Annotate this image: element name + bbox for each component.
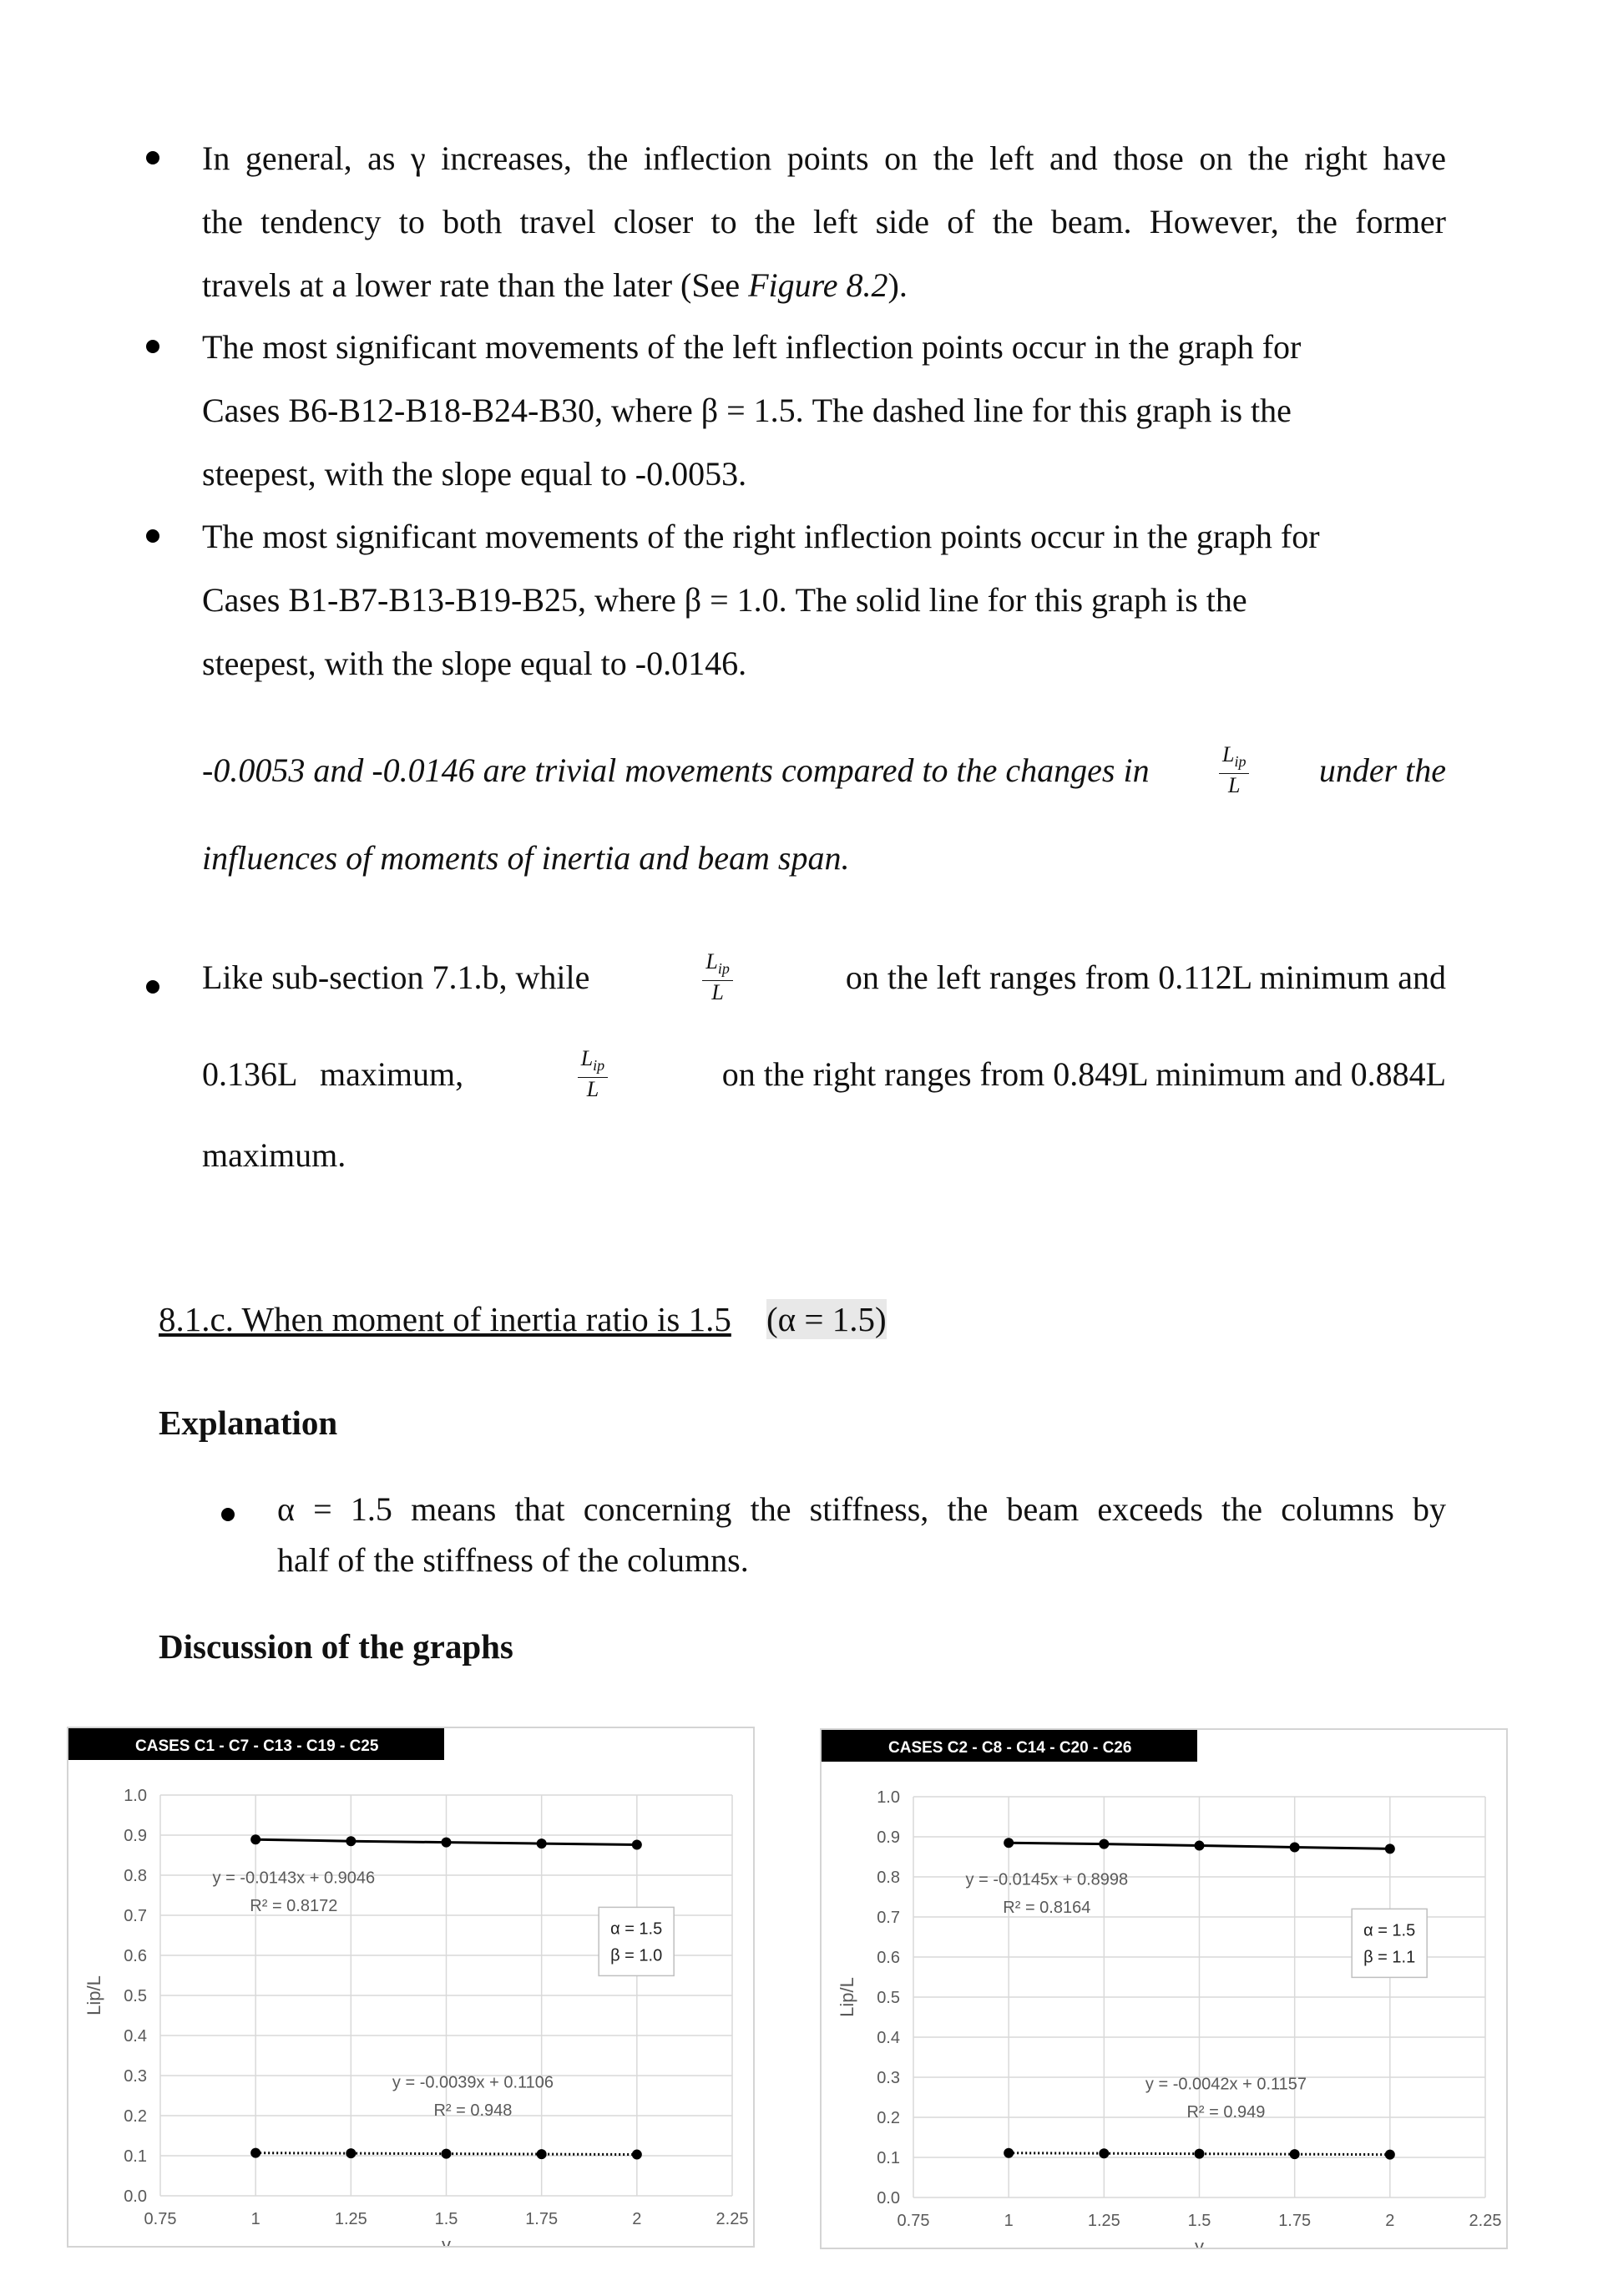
y-tick-label: 0.1 [124, 2147, 147, 2166]
parameter-alpha: α = 1.5 [610, 1919, 663, 1939]
fraction-subscript: ip [717, 960, 730, 978]
y-tick-label: 0.2 [877, 2109, 900, 2127]
text-line: the tendency to both travel closer to the left side of the beam. However, the former [202, 203, 1446, 240]
y-tick-label: 0.9 [124, 1827, 147, 1845]
bullet-paragraph-right-points [202, 505, 1446, 695]
x-tick-label: 1.5 [1187, 2212, 1211, 2230]
data-point [346, 1836, 356, 1846]
fraction-numerator: L [1221, 742, 1235, 766]
data-point [1004, 1838, 1014, 1848]
subsection-alpha: (α = 1.5) [766, 1300, 887, 1338]
fraction-numerator: L [705, 949, 718, 974]
text-line: under the [1318, 751, 1446, 790]
x-tick-label: 2 [632, 2210, 642, 2228]
data-point [1290, 1842, 1300, 1852]
x-tick-label: 1.5 [434, 2210, 458, 2228]
y-tick-label: 0.7 [877, 1909, 900, 1927]
parameter-box [1352, 1909, 1427, 1977]
bullet-dot [221, 1508, 235, 1521]
chart-title: CASES C2 - C8 - C14 - C20 - C26 [888, 1739, 1132, 1757]
text-line: ). [887, 266, 908, 304]
x-tick-label: 1.75 [1278, 2212, 1312, 2230]
data-point [442, 2149, 452, 2159]
data-point [537, 2149, 547, 2159]
text-line: -0.0053 and -0.0146 are trivial movements compared to the changes in [202, 751, 1150, 790]
y-tick-label: 0.8 [877, 1869, 900, 1887]
text-line: The most significant movements of the right inflection points occur in the graph for [202, 518, 1320, 555]
data-point [250, 2148, 260, 2158]
y-tick-label: 0.0 [877, 2189, 900, 2207]
text-line: In general, as γ increases, the inflection points on the left and those on the right have [202, 139, 1446, 177]
data-point [1290, 2149, 1300, 2159]
y-tick-label: 0.8 [124, 1867, 147, 1885]
bullet-dot [146, 151, 159, 164]
y-tick-label: 0.7 [124, 1907, 147, 1925]
trendline-r-squared: R² = 0.949 [1186, 2103, 1266, 2122]
italic-note-line2: influences of moments of inertia and beam span. [202, 839, 850, 877]
x-tick-label: 1 [1004, 2212, 1014, 2230]
chart-left [68, 1728, 753, 2246]
fraction-lip-over-l [1219, 743, 1249, 797]
fraction-denominator: L [711, 980, 724, 1005]
data-point [1099, 2148, 1109, 2158]
fraction-denominator: L [586, 1077, 599, 1102]
data-point [1099, 1839, 1109, 1849]
x-tick-label: 1.75 [525, 2210, 559, 2228]
y-tick-label: 0.4 [877, 2029, 900, 2047]
chart-right [822, 1730, 1506, 2248]
text-line: steepest, with the slope equal to -0.0146. [202, 645, 747, 682]
bullet-dot [146, 340, 159, 353]
y-tick-label: 0.3 [124, 2067, 147, 2086]
text-line: Cases B1-B7-B13-B19-B25, where β = 1.0. The solid line for this graph is the [202, 581, 1247, 619]
data-point [1195, 1841, 1205, 1851]
y-tick-label: 0.6 [877, 1949, 900, 1967]
text-line: steepest, with the slope equal to -0.0053. [202, 455, 747, 493]
trendline-equation: y = -0.0145x + 0.8998 [965, 1870, 1129, 1889]
fraction-subscript: ip [593, 1057, 605, 1075]
trendline-r-squared: R² = 0.8164 [1003, 1899, 1091, 1918]
chart-title: CASES C1 - C7 - C13 - C19 - C25 [135, 1737, 379, 1755]
y-tick-label: 0.6 [124, 1947, 147, 1965]
discussion-heading: Discussion of the graphs [159, 1627, 513, 1666]
parameter-beta: β = 1.0 [610, 1946, 663, 1965]
trendline-r-squared: R² = 0.948 [433, 2101, 513, 2120]
text-line: 0.136L maximum, [202, 1055, 464, 1094]
italic-note [202, 743, 1446, 797]
y-axis-label: Lip/L [837, 1977, 857, 2017]
data-point [632, 2150, 642, 2160]
x-tick-label: 2.25 [1469, 2212, 1502, 2230]
fraction-lip-over-l [702, 950, 732, 1004]
data-point [442, 1838, 452, 1848]
x-axis-label: γ [442, 2234, 451, 2246]
explanation-line-1: α = 1.5 means that concerning the stiffness, the beam exceeds the columns by [277, 1490, 1446, 1528]
figure-reference: Figure 8.2 [748, 266, 888, 304]
x-tick-label: 0.75 [144, 2210, 177, 2228]
y-tick-label: 0.5 [124, 1987, 147, 2005]
bullet-paragraph-left-points [202, 316, 1446, 506]
data-point [1004, 2148, 1014, 2158]
parameter-alpha: α = 1.5 [1363, 1921, 1416, 1940]
trendline-equation: y = -0.0042x + 0.1157 [1145, 2075, 1307, 2094]
y-tick-label: 0.3 [877, 2069, 900, 2087]
x-tick-label: 1 [250, 2210, 260, 2228]
fraction-lip-over-l [578, 1047, 608, 1101]
fraction-subscript: ip [1234, 753, 1246, 771]
x-tick-label: 2 [1385, 2212, 1395, 2230]
x-tick-label: 1.25 [1087, 2212, 1120, 2230]
explanation-line-2: half of the stiffness of the columns. [277, 1541, 749, 1579]
x-tick-label: 2.25 [716, 2210, 749, 2228]
bullet-dot [146, 529, 159, 543]
y-tick-label: 0.2 [124, 2107, 147, 2126]
y-tick-label: 0.4 [124, 2027, 147, 2046]
y-tick-label: 0.5 [877, 1989, 900, 2007]
trendline-r-squared: R² = 0.8172 [250, 1897, 338, 1916]
chart-panel-right [820, 1728, 1508, 2249]
data-point [632, 1840, 642, 1850]
bullet-dot [146, 980, 159, 994]
subsection-title: 8.1.c. When moment of inertia ratio is 1.5 [159, 1300, 731, 1338]
data-point [346, 2148, 356, 2158]
data-point [1385, 2150, 1395, 2160]
x-tick-label: 1.25 [334, 2210, 367, 2228]
y-tick-label: 0.9 [877, 1828, 900, 1847]
fraction-denominator: L [1227, 773, 1241, 798]
x-axis-label: γ [1195, 2236, 1204, 2248]
y-tick-label: 0.0 [124, 2187, 147, 2206]
data-point [1195, 2149, 1205, 2159]
y-tick-label: 1.0 [124, 1787, 147, 1805]
trendline-equation: y = -0.0143x + 0.9046 [212, 1869, 376, 1888]
text-line: on the left ranges from 0.112L minimum and [845, 958, 1446, 997]
bullet-paragraph-gamma [202, 127, 1446, 317]
y-tick-label: 1.0 [877, 1788, 900, 1807]
data-point [537, 1838, 547, 1848]
text-line: Cases B6-B12-B18-B24-B30, where β = 1.5. The dashed line for this graph is the [202, 392, 1292, 429]
text-line: The most significant movements of the left inflection points occur in the graph for [202, 328, 1302, 366]
text-line: on the right ranges from 0.849L minimum and 0.884L [721, 1055, 1446, 1094]
parameter-beta: β = 1.1 [1363, 1948, 1416, 1967]
y-axis-label: Lip/L [83, 1975, 104, 2015]
range-line-1 [202, 950, 1446, 1004]
x-tick-label: 0.75 [897, 2212, 930, 2230]
parameter-box [599, 1907, 674, 1975]
text-line: Like sub-section 7.1.b, while [202, 958, 590, 997]
chart-panel-left [67, 1727, 755, 2248]
range-line-2 [202, 1047, 1446, 1101]
text-line: travels at a lower rate than the later (See [202, 266, 749, 304]
y-tick-label: 0.1 [877, 2149, 900, 2167]
explanation-heading: Explanation [159, 1403, 338, 1442]
fraction-numerator: L [580, 1046, 594, 1070]
range-line-3: maximum. [202, 1136, 346, 1174]
trendline-equation: y = -0.0039x + 0.1106 [392, 2073, 554, 2092]
data-point [1385, 1843, 1395, 1853]
data-point [250, 1834, 260, 1844]
